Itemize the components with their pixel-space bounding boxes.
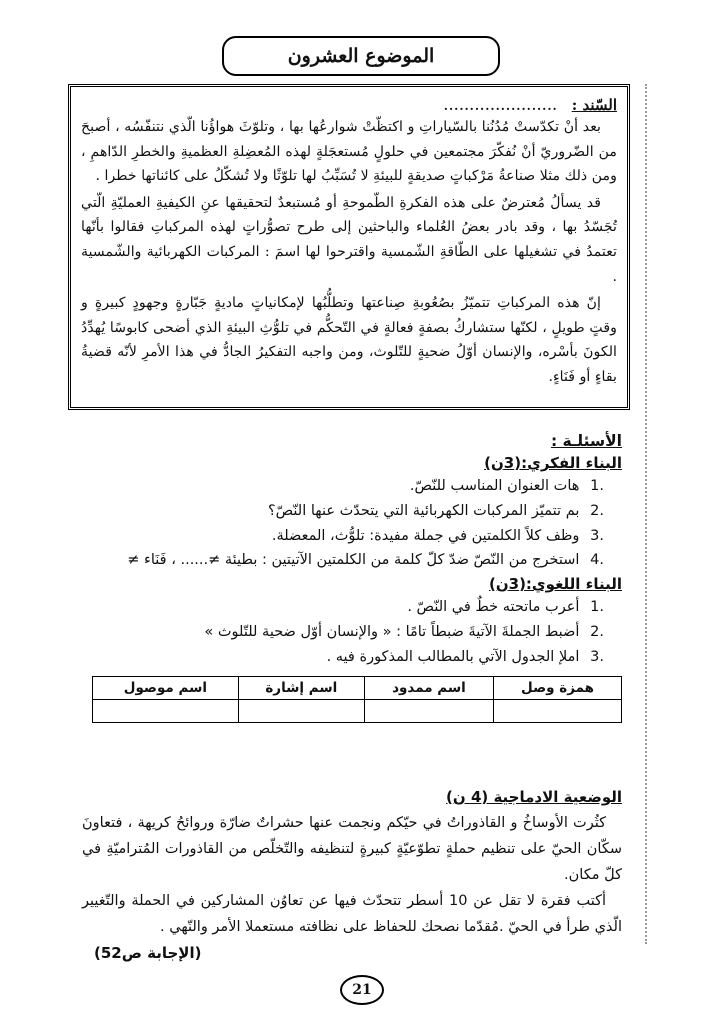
source-title-blank: ...................... <box>443 99 558 113</box>
source-text-box <box>68 84 630 410</box>
list-item <box>82 549 604 571</box>
question-text: أعرب ماتحته خطٌ في النّصّ . <box>407 599 580 615</box>
source-label: السّند : <box>571 96 617 114</box>
list-item <box>82 620 604 645</box>
integration-paragraph-1: كثُرت الأوساخُ و القاذوراتُ في حيّكم ونجمت عنها حشراتٌ ضارّة وروائحُ كريهة ، فتعاونَ سكّان الحيّ على تنظيم حملةٍ تطوّعيّةٍ كبيرةٍ لتنظيفه والتّخلّص من القاذورات المُتراميّةِ في كلّ مكان. <box>82 815 622 883</box>
source-paragraph-3: إنّ هذه المركباتِ تتميّزُ بصُعُوبةِ صِناعتها وتطلُّبُها لإمكانياتٍ ماديةٍ جَبّارةٍ وجهودٍ كبيرةٍ و وقتٍ طويلٍ ، لكنّها ستشاركُ بصفةٍ فعالةٍ في التّحكُّم في تلوُّثِ البيئةِ الذي أضحى كابوسًا يُهدِّدُ الكونَ بأسْره، والإنسان أوّلُ ضحيةٍ للتّلوث، ومن واجبه التفكيرُ الجادُّ في هذا الأمرِ لأنّه قضيةُ بقاءٍ أو فَنَاءٍ. <box>81 295 617 385</box>
integration-section <box>82 780 622 966</box>
table-header-cell: اسم ممدود <box>364 677 493 700</box>
source-paragraph-1: بعد أنْ تكدّستْ مُدُنُنا بالسّياراتِ و اكتظّتْ شوارعُها بها ، وتلوّثَ هواؤُنا الّذي نتنفّسُه ، أصبحَ من الضّروريّ أنْ نُفكّرَ مجتمعين في حلولٍ مُستعجَلةٍ لهذه المُعضِلةِ العظميةِ والخطرِ الدّاهمِ ، ومن ذلك مثلا صناعةُ مَرْكباتٍ صديقةٍ للبيئةِ لا تُسَبِّبُ لها تلوّثًا ولا تُشكّلُ على كائناتها خطرا . <box>81 119 617 185</box>
table-header-cell: اسم موصول <box>93 677 239 700</box>
table-cell[interactable] <box>238 700 364 723</box>
list-item <box>82 645 604 670</box>
table-header-cell: اسم إشارة <box>238 677 364 700</box>
question-number: .3 <box>590 528 604 544</box>
question-text: أضبط الجملةَ الآتيةَ ضبطاً تامًا : « والإنسان أوّل ضحية للتّلوث » <box>204 624 580 640</box>
integration-paragraph-2: أكتب فقرة لا تقل عن 10 أسطر تتحدّث فيها عن تعاوُن المشاركين في الحملة والتّغيير الّذي طرأ في الحيّ .مُقدّما نصحك للحفاظ على نظافته مستعملا الأمر والنّهي . <box>82 893 622 935</box>
integration-section-title: الوضعية الادماجية (4 ن) <box>446 788 622 806</box>
table-cell[interactable] <box>364 700 493 723</box>
page-number-label: 21 <box>352 982 372 998</box>
answer-reference: (الإجابة ص52) <box>94 944 202 962</box>
question-number: .2 <box>590 503 604 519</box>
question-number: .2 <box>590 624 604 640</box>
list-item <box>82 499 604 524</box>
table-row <box>93 700 622 723</box>
margin-dotted-line <box>645 84 647 944</box>
source-label-row <box>81 93 617 115</box>
question-text: املإ الجدول الآتي بالمطالب المذكورة فيه . <box>326 649 580 665</box>
page-number <box>340 975 384 1005</box>
list-item <box>82 474 604 499</box>
list-item <box>82 524 604 549</box>
table-header-row <box>93 677 622 700</box>
linguistic-questions <box>82 595 622 670</box>
question-number: .1 <box>590 599 604 615</box>
question-text: وظف كلاً الكلمتين في جملة مفيدة: تلوُّث، المعضلة. <box>271 528 580 544</box>
question-number: .4 <box>590 552 604 568</box>
question-number: .3 <box>590 649 604 665</box>
intellectual-questions <box>82 474 622 571</box>
question-text: استخرج من النّصّ ضدّ كلّ كلمة من الكلمتين الآتيتين : بطيئة ≠...... ، فَنَاء ≠ <box>127 552 580 568</box>
questions-heading: الأسئلـة : <box>550 432 622 450</box>
question-number: .1 <box>590 478 604 494</box>
questions-section <box>82 432 622 723</box>
answer-table <box>92 676 622 723</box>
question-text: هات العنوان المناسب للنّصّ. <box>409 478 580 494</box>
linguistic-section-title: البناء اللغوي:(3ن) <box>488 575 622 593</box>
table-cell[interactable] <box>93 700 239 723</box>
table-cell[interactable] <box>494 700 622 723</box>
list-item <box>82 595 604 620</box>
table-header-cell: همزة وصل <box>494 677 622 700</box>
intellectual-section-title: البناء الفكري:(3ن) <box>484 454 622 472</box>
page-title: الموضوع العشرون <box>287 45 435 67</box>
source-paragraph-2: قد يسألُ مُعترضٌ على هذه الفكرةِ الطّموحةِ أو مُستبعدٌ لتحقيقها عنِ الكيفيةِ العمليّةِ الّتي تُجَسّدُ بها ، وقد بادر بعضُ العُلماء والباحثين إلى طرح تصوُّراتٍ لهذه المركباتِ فقالوا بأنّها تعتمدُ في تشغيلها على الطّاقةِ الشّمسية واقترحوا لها اسمَ : المركبات الكهربائية والشّمسية . <box>81 194 617 285</box>
question-text: بم تتميّز المركبات الكهربائية التي يتحدّث عنها النّصّ؟ <box>267 503 580 519</box>
page-title-box <box>222 36 500 76</box>
